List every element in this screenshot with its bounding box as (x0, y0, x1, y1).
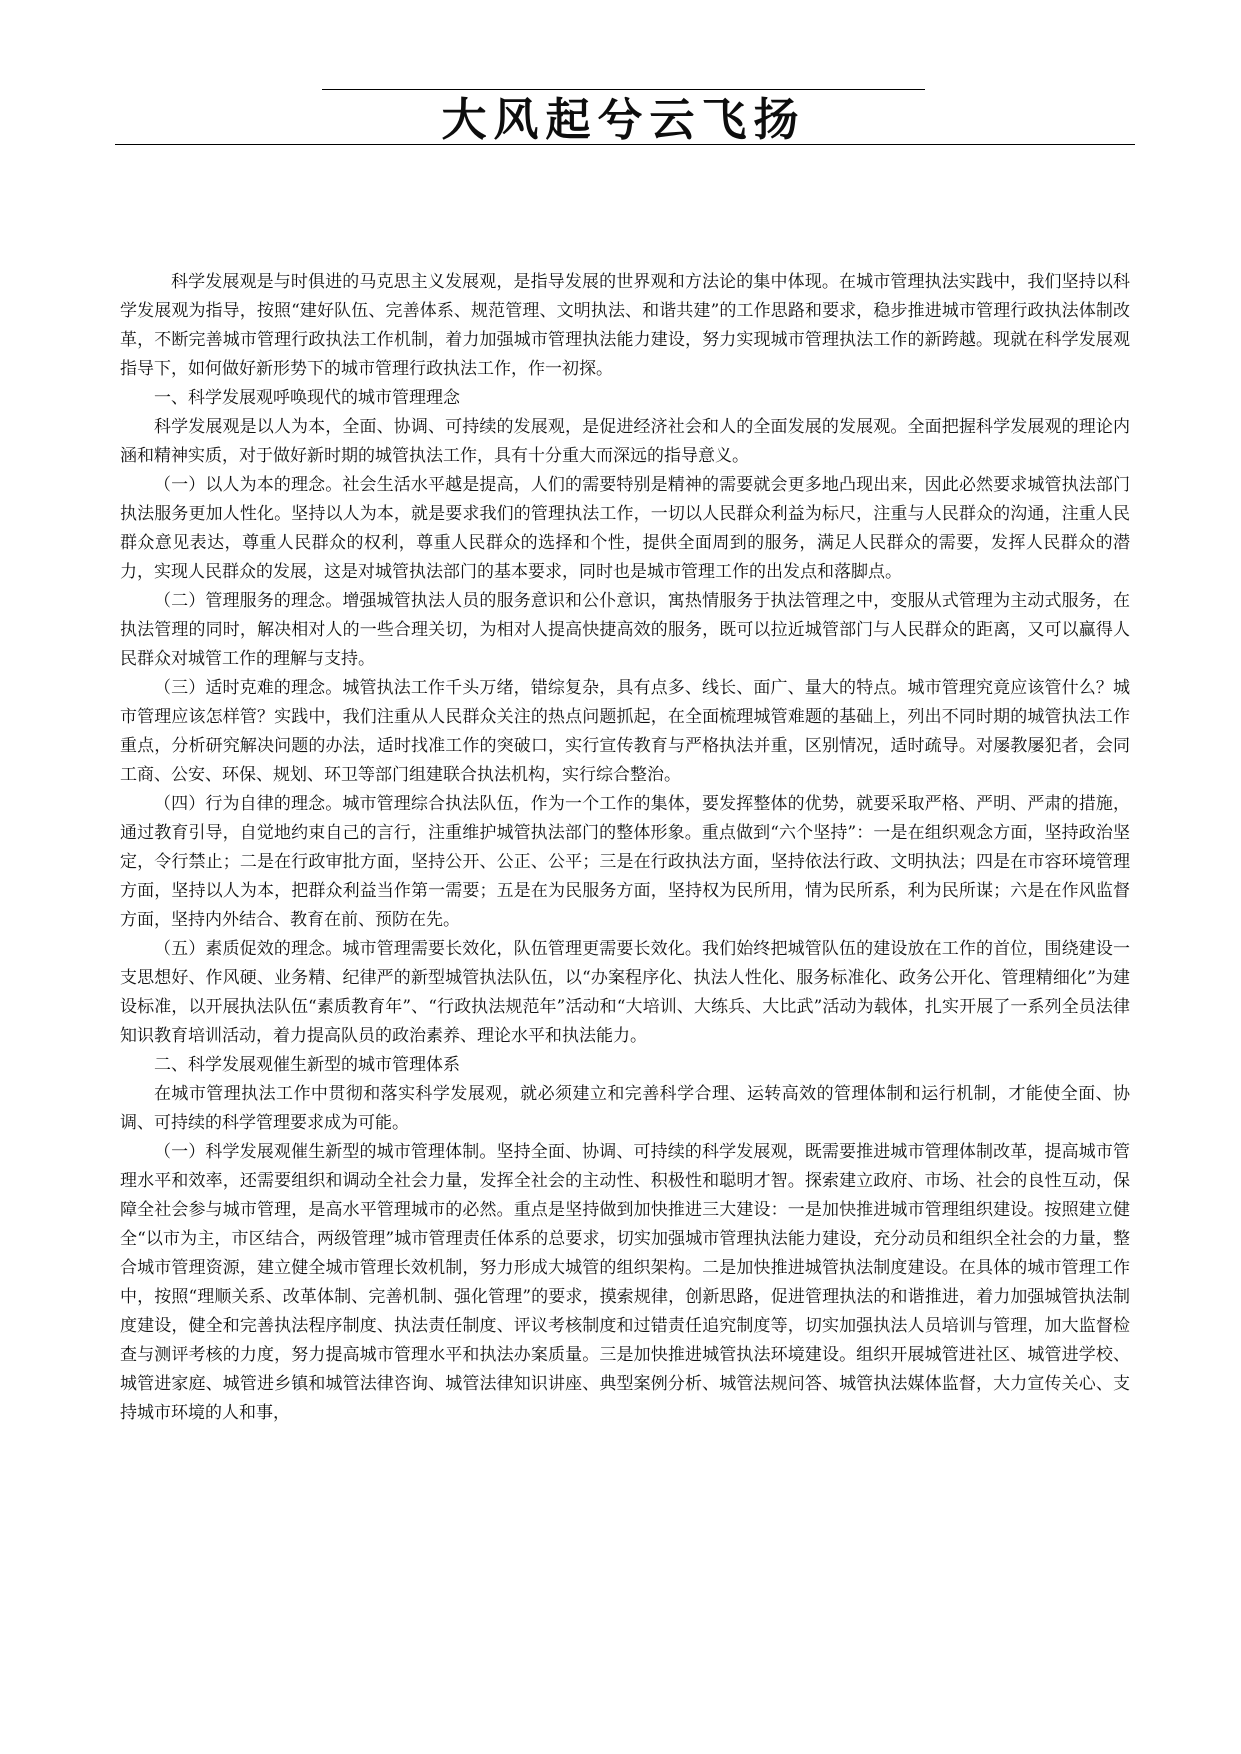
paragraph: （二）管理服务的理念。增强城管执法人员的服务意识和公仆意识，寓热情服务于执法管理之中，变服从式管理为主动式服务，在执法管理的同时，解决相对人的一些合理关切，为相对人提高快捷高效的服务，既可以拉近城管部门与人民群众的距离，又可以赢得人民群众对城管工作的理解与支持。 (120, 591, 1130, 669)
paragraph: （一）科学发展观催生新型的城市管理体制。坚持全面、协调、可持续的科学发展观，既需要推进城市管理体制改革，提高城市管理水平和效率，还需要组织和调动全社会力量，发挥全社会的主动性、积极性和聪明才智。探索建立政府、市场、社会的良性互动，保障全社会参与城市管理，是高水平管理城市的必然。重点是坚持做到加快推进三大建设：一是加快推进城市管理组织建设。按照建立健全“以市为主，市区结合，两级管理”城市管理责任体系的总要求，切实加强城市管理执法能力建设，充分动员和组织全社会的力量，整合城市管理资源，建立健全城市管理长效机制，努力形成大城管的组织架构。二是加快推进城管执法制度建设。在具体的城市管理工作中，按照“理顺关系、改革体制、完善机制、强化管理”的要求，摸索规律，创新思路，促进管理执法的和谐推进，着力加强城管执法制度建设，健全和完善执法程序制度、执法责任制度、评议考核制度和过错责任追究制度等，切实加强执法人员培训与管理，加大监督检查与测评考核的力度，努力提高城市管理水平和执法办案质量。三是加快推进城管执法环境建设。组织开展城管进社区、城管进学校、城管进家庭、城管进乡镇和城管法律咨询、城管法律知识讲座、典型案例分析、城管法规问答、城管执法媒体监督，大力宣传关心、支持城市环境的人和事， (120, 1142, 1130, 1423)
section-heading-1: 一、科学发展观呼唤现代的城市管理理念 (154, 388, 460, 408)
paragraph-intro: 科学发展观是与时俱进的马克思主义发展观，是指导发展的世界观和方法论的集中体现。在城市管理执法实践中，我们坚持以科学发展观为指导，按照“建好队伍、完善体系、规范管理、文明执法、和谐共建”的工作思路和要求，稳步推进城市管理行政执法体制改革，不断完善城市管理行政执法工作机制，着力加强城市管理执法能力建设，努力实现城市管理执法工作的新跨越。现就在科学发展观指导下，如何做好新形势下的城市管理行政执法工作，作一初探。 (120, 272, 1130, 379)
paragraph: （五）素质促效的理念。城市管理需要长效化，队伍管理更需要长效化。我们始终把城管队伍的建设放在工作的首位，围绕建设一支思想好、作风硬、业务精、纪律严的新型城管执法队伍，以“办案程序化、执法人性化、服务标准化、政务公开化、管理精细化”为建设标准，以开展执法队伍“素质教育年”、“行政执法规范年”活动和“大培训、大练兵、大比武”活动为载体，扎实开展了一系列全员法律知识教育培训活动，着力提高队员的政治素养、理论水平和执法能力。 (120, 939, 1130, 1046)
header-rule-bottom (115, 144, 1135, 145)
paragraph: （一）以人为本的理念。社会生活水平越是提高，人们的需要特别是精神的需要就会更多地凸现出来，因此必然要求城管执法部门执法服务更加人性化。坚持以人为本，就是要求我们的管理执法工作，一切以人民群众利益为标尺，注重与人民群众的沟通，注重人民群众意见表达，尊重人民群众的权利，尊重人民群众的选择和个性，提供全面周到的服务，满足人民群众的需要，发挥人民群众的潜力，实现人民群众的发展，这是对城管执法部门的基本要求，同时也是城市管理工作的出发点和落脚点。 (120, 475, 1130, 582)
paragraph: 在城市管理执法工作中贯彻和落实科学发展观，就必须建立和完善科学合理、运转高效的管理体制和运行机制，才能使全面、协调、可持续的科学管理要求成为可能。 (120, 1084, 1130, 1133)
paragraph: 科学发展观是以人为本，全面、协调、可持续的发展观，是促进经济社会和人的全面发展的发展观。全面把握科学发展观的理论内涵和精神实质，对于做好新时期的城管执法工作，具有十分重大而深远的指导意义。 (120, 417, 1130, 466)
paragraph: （三）适时克难的理念。城管执法工作千头万绪，错综复杂，具有点多、线长、面广、量大的特点。城市管理究竟应该管什么？城市管理应该怎样管？实践中，我们注重从人民群众关注的热点问题抓起，在全面梳理城管难题的基础上，列出不同时期的城管执法工作重点，分析研究解决问题的办法，适时找准工作的突破口，实行宣传教育与严格执法并重，区别情况，适时疏导。对屡教屡犯者，会同工商、公安、环保、规划、环卫等部门组建联合执法机构，实行综合整治。 (120, 678, 1130, 785)
section-heading-2: 二、科学发展观催生新型的城市管理体系 (154, 1055, 460, 1075)
document-body (120, 268, 1130, 1428)
header-rule-top (322, 89, 925, 90)
paragraph: （四）行为自律的理念。城市管理综合执法队伍，作为一个工作的集体，要发挥整体的优势，就要采取严格、严明、严肃的措施，通过教育引导，自觉地约束自己的言行，注重维护城管执法部门的整体形象。重点做到“六个坚持”：一是在组织观念方面，坚持政治坚定，令行禁止；二是在行政审批方面，坚持公开、公正、公平；三是在行政执法方面，坚持依法行政、文明执法；四是在市容环境管理方面，坚持以人为本，把群众利益当作第一需要；五是在为民服务方面，坚持权为民所用，情为民所系，利为民所谋；六是在作风监督方面，坚持内外结合、教育在前、预防在先。 (120, 794, 1130, 930)
banner-title: 大风起兮云飞扬 (441, 93, 806, 146)
